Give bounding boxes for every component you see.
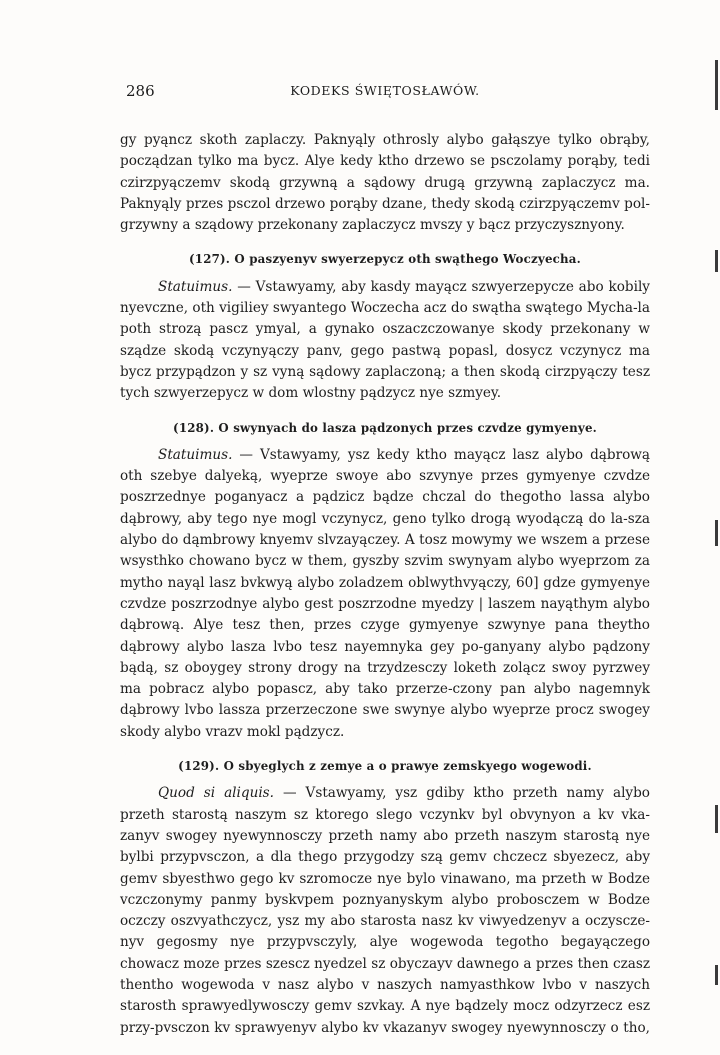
paragraph-text: — Vstawyamy, ysz kedy ktho mayącz lasz alybo dąbrową oth szebye dalyeką, wyeprze swoye abo szvynye przes gymyenye czvdze poszrzednye poganyacz a pądzicz bądze chczal do thegotho lassa alybo dąbrowy, aby tego nye mogl vczynycz, geno tylko drogą wyodączą do la-sza alybo do dąmbrowy knyemv slvzayączey. A tosz mowymy we wszem a przese wsysthko chowano bycz w them, gyszby szvim swynyam alybo wyeprzom za mytho nayąl lasz bvkwyą alybo zoladzem oblwythvyączy, 60] gdze gymyenye czvdze poszrzodnye alybo gest poszrzodne myedzy | laszem nayąthym alybo dąbrową. Alye tesz then, przes czyge gymyenye szwynye pana theytho dąbrowy alybo lasza lvbo tesz nayemnyka gey po-ganyany alybo pądzony bądą, sz oboygey strony drogy na trzydzesczy loketh zolącz swoy pyrzwey ma pobracz alybo popascz, aby tako przerze-czony pan alybo nagemnyk dąbrowy lvbo lassza przerzeczone swe swynye alybo wyeprze procz swogey skody alybo vrazv mokl pądzycz. bbox=[120, 446, 650, 740]
incipit: Statuimus. bbox=[158, 446, 233, 463]
intro-paragraph: gy pyąncz skoth zaplaczy. Paknyąly othrosly alybo gałąszye tylko obrąby, począdzan tylko ma bycz. Alye kedy ktho drzewo se psczolamy porąby, tedi czirzpyączemv skodą grzywną a sądowy drugą grzywną zaplaczycz ma. Paknyąly przes psczol drzewo porąby dzane, thedy skodą czirzpyączemv pol-grzywny a sządowy przekonany zaplaczycz mvszy y bącz przyczysznyony. bbox=[120, 132, 650, 234]
page-edge-mark bbox=[715, 60, 718, 110]
page-header bbox=[120, 82, 650, 104]
page-edge-mark bbox=[715, 805, 718, 833]
section-heading-128: (128). O swynyach do lasza pądzonych przes czvdze gymyenye. bbox=[173, 420, 597, 435]
page-edge-mark bbox=[715, 520, 718, 546]
incipit: Statuimus. bbox=[158, 278, 233, 295]
page-edge-mark bbox=[715, 965, 718, 985]
running-title: KODEKS ŚWIĘTOSŁAWÓW. bbox=[290, 83, 480, 98]
section-paragraph-128 bbox=[120, 445, 650, 743]
incipit: Quod si aliquis. bbox=[158, 785, 274, 802]
paragraph-text: — Vstawyamy, aby kasdy mayącz szwyerzepycze abo kobily nyevczne, oth vigiliey swyantego Woczecha acz do swątha swątego Mycha-la poth strozą pascz ymyal, a gynako oszaczczowanye skody przekonany w sządze skodą vczynyączy panv, gego pastwą popasl, dosycz vczynycz ma bycz przypądzon y sz vyną sądowy zaplaczoną; a then skodą cirzpyączy tesz tych szwyerzepycz w dom wlostny pądzycz nye szmyey. bbox=[120, 278, 650, 402]
page-edge-mark bbox=[715, 250, 718, 272]
page-body bbox=[120, 130, 650, 1039]
section-paragraph-129 bbox=[120, 783, 650, 1039]
section-heading-129: (129). O sbyeglych z zemye a o prawye zemskyego wogewodi. bbox=[178, 759, 592, 774]
page-number: 286 bbox=[126, 82, 155, 100]
section-heading-127: (127). O paszyenyv swyerzepycz oth swąthego Woczyecha. bbox=[189, 252, 581, 267]
section-paragraph-127 bbox=[120, 277, 650, 405]
paragraph-text: — Vstawyamy, ysz gdiby ktho przeth namy alybo przeth starostą naszym sz ktorego slego vczynkv byl obvynyon a kv vka-zanyv swogey nyewynnosczy przeth namy abo przeth naszym starostą nye bylbi przypvsczon, a dla thego przygodzy szą gemv chczecz sbyezecz, aby gemv sbyesthwo gego kv szromocze nye bylo vinawano, ma przeth w Bodze vczczonymy panmy byskvpem poznyanyskym alybo probosczem w Bodze oczczy oszvyathczycz, ysz my abo starosta nasz kv viwyedzenyv a oczyscze-nyv gegosmy nye przypvsczyly, alye wogewoda tegotho begayączego chowacz moze przes szescz nyedzel sz obyczayv dawnego a przes then czasz thentho wogewoda v nasz alybo v naszych namyasthkow lvbo v naszych starosth sprawyedlywosczy gemv szvkay. A nye bądzely mocz odzyrzecz esz przy-pvsczon kv sprawyenyv alybo kv vkazanyv swogey nyewynnosczy o tho, bbox=[120, 785, 650, 1036]
